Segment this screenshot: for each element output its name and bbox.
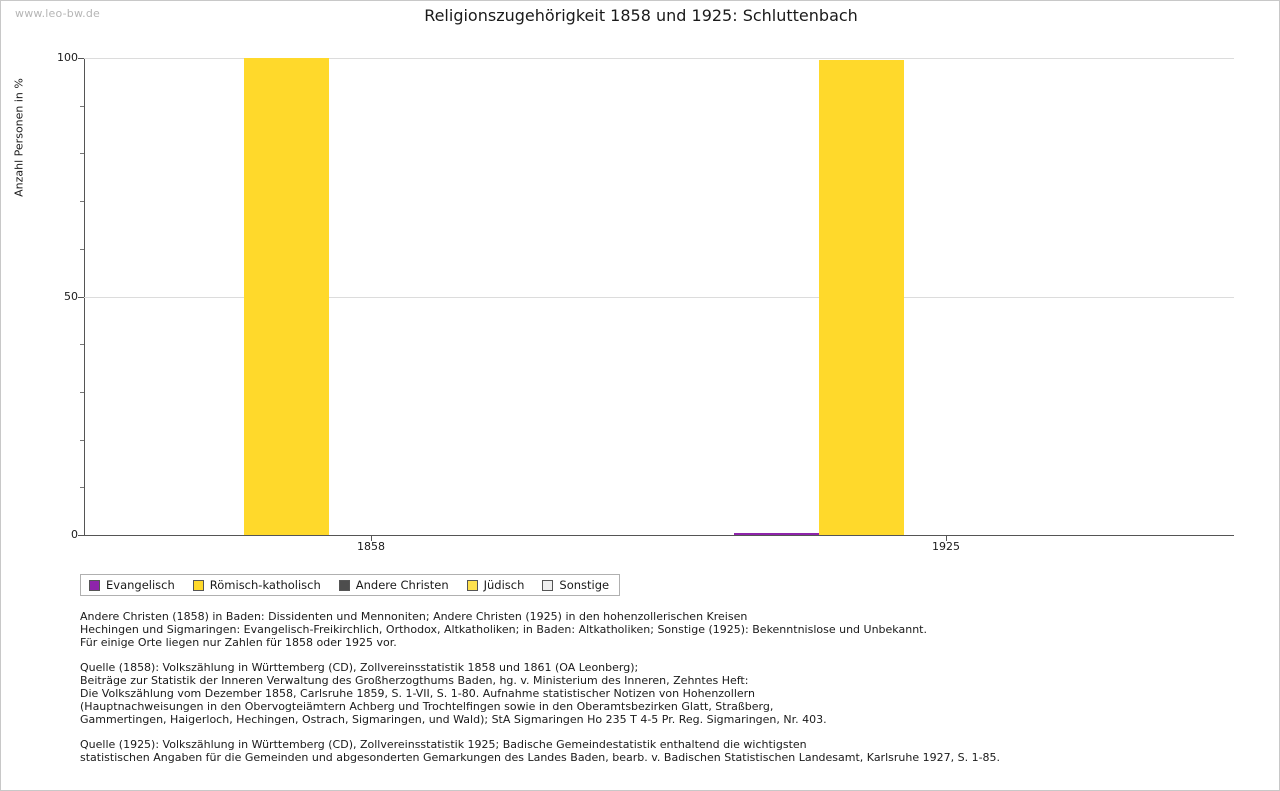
footnote-line: Beiträge zur Statistik der Inneren Verwaltung des Großherzogthums Baden, hg. v. Ministerium des Inneren, Zehntes Heft: (80, 673, 749, 687)
y-tick-minor (80, 392, 84, 393)
y-tick-minor (80, 487, 84, 488)
legend-label: Andere Christen (355, 578, 449, 592)
plot-area (57, 51, 1234, 541)
y-tick (78, 58, 84, 59)
footnote-block-3 (80, 738, 1260, 764)
legend-item-evangelisch[interactable] (89, 578, 175, 592)
bar-1925-evangelisch (734, 533, 819, 535)
footnote-line: Gammertingen, Haigerloch, Hechingen, Ostrach, Sigmaringen, und Wald); StA Sigmaringen Ho 235 T 4-5 Pr. Reg. Sigmaringen, Nr. 403. (80, 713, 827, 727)
x-tick-label: 1925 (932, 540, 960, 553)
legend-item-sonstige[interactable] (542, 578, 609, 592)
legend-swatch (193, 580, 204, 591)
footnote-line: statistischen Angaben für die Gemeinden und abgesonderten Gemarkungen des Landes Baden, bearb. v. Badischen Statistischen Landesamt, Karlsruhe 1927, S. 1-85. (80, 750, 1001, 764)
x-tick-label: 1858 (357, 540, 385, 553)
y-tick-minor (80, 249, 84, 250)
y-tick-minor (80, 344, 84, 345)
y-tick-label: 50 (64, 289, 78, 303)
legend-swatch (467, 580, 478, 591)
y-tick-label: 0 (71, 528, 78, 541)
legend-label: Sonstige (559, 578, 610, 592)
chart-legend (80, 574, 620, 596)
legend-swatch (339, 580, 350, 591)
legend-item-andere-christen[interactable] (339, 578, 449, 592)
y-tick (78, 535, 84, 536)
footnote-line: Quelle (1925): Volkszählung in Württemberg (CD), Zollvereinsstatistik 1925; Badische Gemeindestatistik enthaltend die wichtigsten (80, 737, 807, 751)
bar-1858-r-misch-katholisch (244, 58, 329, 535)
y-tick-label: 100 (57, 51, 78, 64)
page-title: Religionszugehörigkeit 1858 und 1925: Schluttenbach (424, 6, 858, 25)
y-tick-minor (80, 201, 84, 202)
y-tick-minor (80, 106, 84, 107)
legend-label: Jüdisch (483, 578, 525, 592)
footnote-line: (Hauptnachweisungen in den Obervogteiämtern Achberg und Trochtelfingen sowie in den Oberamtsbezirken Glatt, Straßberg, (80, 700, 774, 714)
footnotes (80, 610, 1260, 775)
legend-item-j-disch[interactable] (467, 578, 525, 592)
footnote-line: Hechingen und Sigmaringen: Evangelisch-Freikirchlich, Orthodox, Altkatholiken; in Baden: Altkatholiken; Sonstige (1925): Bekenntnislose und Unbekannt. (80, 623, 927, 637)
footnote-line: Andere Christen (1858) in Baden: Dissidenten und Mennoniten; Andere Christen (1925) in den hohenzollerischen Kreisen (80, 610, 748, 623)
legend-item-r-misch-katholisch[interactable] (193, 578, 321, 592)
x-axis-line (84, 535, 1234, 536)
bar-1925-r-misch-katholisch (819, 60, 904, 535)
y-axis-label: Anzahl Personen in % (12, 78, 26, 197)
y-tick-minor (80, 440, 84, 441)
legend-label: Römisch-katholisch (209, 578, 321, 592)
footnote-block-2 (80, 661, 1260, 727)
legend-swatch (89, 580, 100, 591)
footnote-line: Quelle (1858): Volkszählung in Württemberg (CD), Zollvereinsstatistik 1858 und 1861 (OA Leonberg); (80, 660, 639, 674)
site-watermark: www.leo-bw.de (15, 7, 101, 20)
legend-label: Evangelisch (106, 578, 175, 592)
y-tick-minor (80, 153, 84, 154)
footnote-line: Für einige Orte liegen nur Zahlen für 1858 oder 1925 vor. (80, 636, 397, 650)
footnote-line: Die Volkszählung vom Dezember 1858, Carlsruhe 1859, S. 1-VII, S. 1-80. Aufnahme statistischer Notizen von Hohenzollern (80, 687, 755, 701)
footnote-block-1 (80, 610, 1260, 650)
legend-swatch (542, 580, 553, 591)
y-tick (78, 297, 84, 298)
